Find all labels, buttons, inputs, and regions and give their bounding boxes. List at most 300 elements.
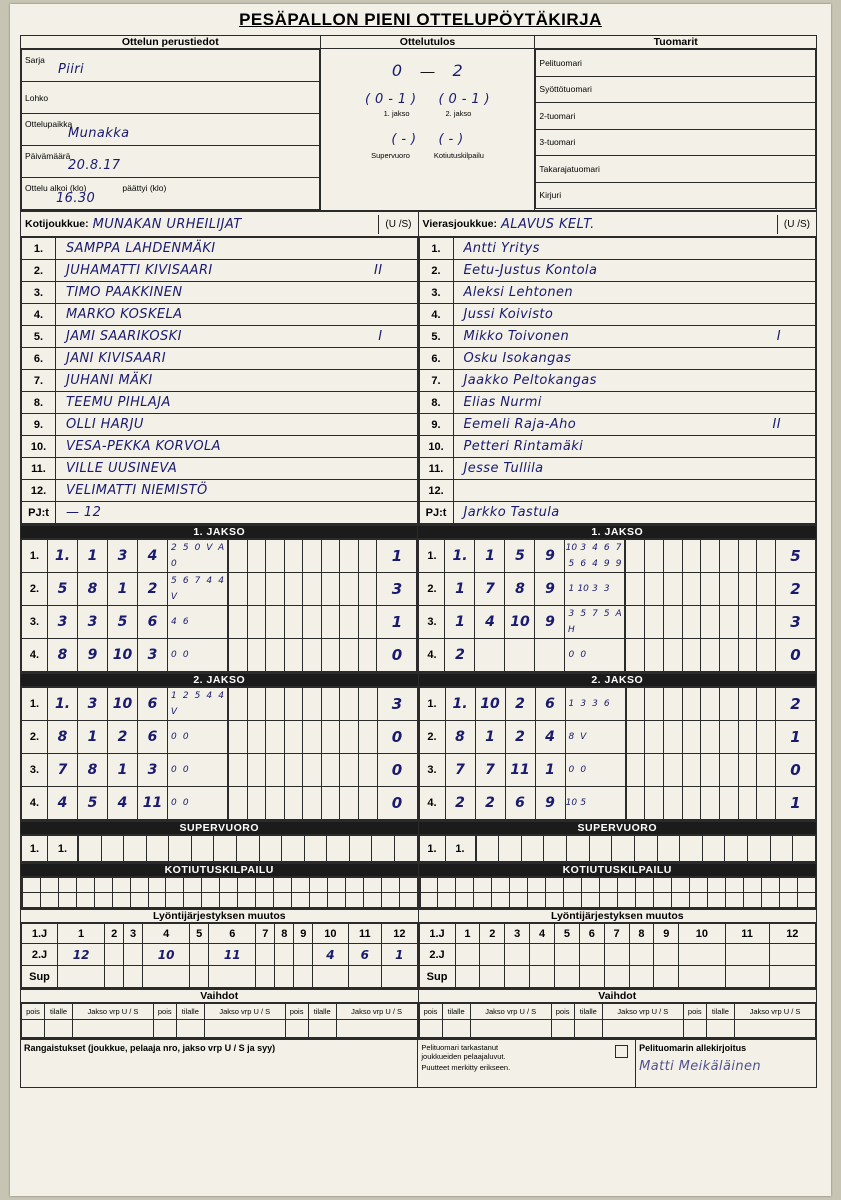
batting-order-row[interactable] xyxy=(22,944,418,966)
roster-row[interactable] xyxy=(419,436,816,458)
runner-cell-1[interactable]: 3 xyxy=(78,606,108,639)
batting-order-cell[interactable] xyxy=(190,966,209,988)
batter-number[interactable]: 7 xyxy=(445,754,475,787)
batting-order-cell[interactable]: 11 xyxy=(209,944,256,966)
player-name-cell[interactable] xyxy=(56,282,418,304)
blank-boxes[interactable] xyxy=(625,606,776,639)
scoring-row[interactable] xyxy=(419,606,816,639)
roster-row[interactable] xyxy=(419,458,816,480)
homerun-score[interactable]: ( - ) xyxy=(438,132,464,147)
batting-order-cell[interactable] xyxy=(769,966,815,988)
inning-number[interactable]: 4. xyxy=(419,787,445,820)
batting-order-cell[interactable] xyxy=(725,944,769,966)
batting-order-row[interactable] xyxy=(22,966,418,988)
runs-total[interactable]: 0 xyxy=(377,721,417,754)
player-name-cell[interactable] xyxy=(56,458,418,480)
home-team-name[interactable]: MUNAKAN URHEILIJAT xyxy=(92,216,242,232)
player-name-cell[interactable] xyxy=(453,304,816,326)
batter-number[interactable]: 1. xyxy=(48,688,78,721)
pj-value-cell[interactable] xyxy=(453,502,816,524)
roster-row[interactable] xyxy=(22,260,418,282)
roster-row[interactable] xyxy=(22,282,418,304)
super-blank-cells[interactable] xyxy=(475,836,816,862)
blank-boxes[interactable] xyxy=(228,688,378,721)
batting-order-cell[interactable] xyxy=(725,966,769,988)
super-blank-cells[interactable] xyxy=(78,836,418,862)
inning-number[interactable]: 2. xyxy=(22,721,48,754)
blank-boxes[interactable] xyxy=(228,606,377,639)
runs-total[interactable]: 0 xyxy=(377,787,417,820)
runner-cell-2[interactable]: 4 xyxy=(108,787,138,820)
extra-marks[interactable]: 0 0 xyxy=(168,639,228,672)
pj-value-cell[interactable] xyxy=(56,502,418,524)
batting-order-cell[interactable] xyxy=(679,966,725,988)
runner-cell-2[interactable]: 10 xyxy=(108,688,138,721)
inning-number[interactable]: 4. xyxy=(22,787,48,820)
runner-cell-3[interactable]: 11 xyxy=(138,787,168,820)
scoring-row[interactable] xyxy=(419,787,816,820)
roster-row[interactable] xyxy=(419,414,816,436)
runner-cell-3[interactable]: 9 xyxy=(535,606,565,639)
super-cell[interactable]: 1. xyxy=(22,836,48,862)
batter-number[interactable]: 1. xyxy=(445,688,475,721)
batter-number[interactable]: 7 xyxy=(48,754,78,787)
runner-cell-1[interactable]: 8 xyxy=(78,573,108,606)
inning-number[interactable]: 1. xyxy=(419,540,445,573)
homerun-row[interactable] xyxy=(419,878,816,893)
extra-marks[interactable]: 2 5 0 V A 0 xyxy=(168,540,228,573)
batting-order-cell[interactable] xyxy=(629,966,654,988)
subs-cell[interactable] xyxy=(602,1020,683,1038)
runs-total[interactable]: 0 xyxy=(377,754,417,787)
batting-order-cell[interactable]: 12 xyxy=(58,944,105,966)
batting-order-cell[interactable] xyxy=(604,966,629,988)
runner-cell-3[interactable]: 1 xyxy=(535,754,565,787)
runner-cell-3[interactable]: 6 xyxy=(138,606,168,639)
batter-number[interactable]: 1 xyxy=(445,606,475,639)
runner-cell-3[interactable]: 3 xyxy=(138,639,168,672)
runner-cell-1[interactable]: 7 xyxy=(475,573,505,606)
batting-order-cell[interactable] xyxy=(579,944,604,966)
homerun-cells[interactable] xyxy=(22,878,418,893)
runner-cell-1[interactable]: 4 xyxy=(475,606,505,639)
player-name-cell[interactable] xyxy=(453,326,816,348)
player-name-cell[interactable] xyxy=(453,260,816,282)
blank-boxes[interactable] xyxy=(625,540,776,573)
subs-cell[interactable] xyxy=(683,1020,706,1038)
scoring-row[interactable] xyxy=(419,754,816,787)
batting-order-cell[interactable] xyxy=(294,944,313,966)
player-name-cell[interactable] xyxy=(453,370,816,392)
inning-number[interactable]: 1. xyxy=(22,540,48,573)
batter-number[interactable]: 8 xyxy=(445,721,475,754)
batting-order-cell[interactable] xyxy=(455,966,480,988)
runner-cell-3[interactable] xyxy=(535,639,565,672)
player-name-cell[interactable] xyxy=(56,370,418,392)
batting-order-cell[interactable] xyxy=(256,966,275,988)
roster-row[interactable] xyxy=(419,480,816,502)
homerun-row[interactable] xyxy=(22,893,418,908)
runner-cell-1[interactable] xyxy=(475,639,505,672)
batting-order-cell[interactable] xyxy=(382,966,417,988)
player-name-cell[interactable] xyxy=(56,238,418,260)
batting-order-cell[interactable] xyxy=(190,944,209,966)
batter-number[interactable]: 1. xyxy=(48,540,78,573)
subs-cell[interactable] xyxy=(44,1020,72,1038)
value-paivamaara[interactable]: 20.8.17 xyxy=(68,158,121,173)
batter-number[interactable]: 4 xyxy=(48,787,78,820)
super-cell[interactable]: 1. xyxy=(419,836,445,862)
batting-order-cell[interactable] xyxy=(505,966,530,988)
inning-number[interactable]: 1. xyxy=(419,688,445,721)
inning-number[interactable]: 3. xyxy=(22,606,48,639)
runner-cell-3[interactable]: 6 xyxy=(138,721,168,754)
runner-cell-1[interactable]: 1 xyxy=(78,540,108,573)
roster-row[interactable] xyxy=(419,348,816,370)
scoring-row[interactable] xyxy=(22,688,418,721)
batting-order-cell[interactable] xyxy=(604,944,629,966)
scoring-row[interactable] xyxy=(22,606,417,639)
runs-total[interactable]: 1 xyxy=(776,721,816,754)
runs-total[interactable]: 0 xyxy=(776,639,816,672)
subs-cell[interactable] xyxy=(285,1020,308,1038)
roster-row[interactable] xyxy=(22,370,418,392)
runner-cell-3[interactable]: 9 xyxy=(535,787,565,820)
batter-number[interactable]: 1. xyxy=(445,540,475,573)
extra-marks[interactable]: 0 0 xyxy=(565,639,625,672)
blank-boxes[interactable] xyxy=(625,787,776,820)
batting-order-cell[interactable] xyxy=(143,966,190,988)
runs-total[interactable]: 2 xyxy=(776,573,816,606)
roster-row[interactable] xyxy=(22,392,418,414)
batting-order-cell[interactable] xyxy=(679,944,725,966)
runner-cell-1[interactable]: 3 xyxy=(78,688,108,721)
runner-cell-2[interactable]: 11 xyxy=(505,754,535,787)
scoring-row[interactable] xyxy=(419,639,816,672)
extra-marks[interactable]: 0 0 xyxy=(168,787,228,820)
runner-cell-3[interactable]: 9 xyxy=(535,540,565,573)
blank-boxes[interactable] xyxy=(625,754,776,787)
roster-row[interactable] xyxy=(22,480,418,502)
referee-row-3[interactable] xyxy=(536,103,816,130)
roster-row[interactable] xyxy=(22,238,418,260)
referee-row-2[interactable] xyxy=(536,76,816,103)
player-name-cell[interactable] xyxy=(453,436,816,458)
roster-row[interactable] xyxy=(22,304,418,326)
roster-row[interactable] xyxy=(22,326,418,348)
blank-boxes[interactable] xyxy=(228,787,378,820)
runner-cell-2[interactable]: 2 xyxy=(108,721,138,754)
batting-order-cell[interactable]: 4 xyxy=(313,944,348,966)
inning-number[interactable]: 2. xyxy=(419,721,445,754)
runner-cell-1[interactable]: 8 xyxy=(78,754,108,787)
runs-total[interactable]: 1 xyxy=(776,787,816,820)
away-total-score[interactable]: 2 xyxy=(452,61,464,80)
batting-order-cell[interactable] xyxy=(654,944,679,966)
batter-number[interactable]: 8 xyxy=(48,639,78,672)
homerun-cells[interactable] xyxy=(22,893,418,908)
roster-row[interactable] xyxy=(419,392,816,414)
batter-number[interactable]: 2 xyxy=(445,639,475,672)
inning-number[interactable]: 1. xyxy=(22,688,48,721)
scoring-row[interactable] xyxy=(419,540,816,573)
blank-boxes[interactable] xyxy=(625,573,776,606)
blank-boxes[interactable] xyxy=(228,573,377,606)
runner-cell-2[interactable]: 1 xyxy=(108,573,138,606)
home-us-label[interactable]: (U /S) xyxy=(378,215,417,234)
runner-cell-3[interactable]: 9 xyxy=(535,573,565,606)
roster-row[interactable] xyxy=(22,348,418,370)
value-ottelupaikka[interactable]: Munakka xyxy=(68,126,130,141)
runner-cell-3[interactable]: 4 xyxy=(535,721,565,754)
roster-row[interactable] xyxy=(22,458,418,480)
away-us-label[interactable]: (U /S) xyxy=(777,215,816,234)
blank-boxes[interactable] xyxy=(228,639,377,672)
runs-total[interactable]: 2 xyxy=(776,688,816,721)
runs-total[interactable]: 1 xyxy=(377,540,417,573)
inning-number[interactable]: 2. xyxy=(22,573,48,606)
runner-cell-2[interactable]: 8 xyxy=(505,573,535,606)
extra-marks[interactable]: 0 0 xyxy=(168,721,228,754)
roster-row[interactable] xyxy=(419,260,816,282)
subs-cell[interactable] xyxy=(153,1020,176,1038)
runner-cell-2[interactable]: 1 xyxy=(108,754,138,787)
runner-cell-2[interactable]: 5 xyxy=(505,540,535,573)
roster-row[interactable] xyxy=(22,436,418,458)
subs-value-row[interactable] xyxy=(419,1020,816,1038)
runner-cell-2[interactable]: 2 xyxy=(505,688,535,721)
batting-order-cell[interactable] xyxy=(480,966,505,988)
extra-marks[interactable]: 8 V xyxy=(565,721,625,754)
runner-cell-1[interactable]: 5 xyxy=(78,787,108,820)
subs-cell[interactable] xyxy=(735,1020,816,1038)
runner-cell-2[interactable]: 6 xyxy=(505,787,535,820)
subs-cell[interactable] xyxy=(204,1020,285,1038)
homerun-cells[interactable] xyxy=(419,878,816,893)
home-total-score[interactable]: 0 xyxy=(391,61,403,80)
batting-order-cell[interactable] xyxy=(769,944,815,966)
batter-number[interactable]: 1 xyxy=(445,573,475,606)
runner-cell-2[interactable]: 10 xyxy=(505,606,535,639)
batting-order-cell[interactable] xyxy=(654,966,679,988)
player-name-cell[interactable] xyxy=(56,480,418,502)
extra-marks[interactable]: 1 3 3 6 xyxy=(565,688,625,721)
batting-order-cell[interactable] xyxy=(58,966,105,988)
blank-boxes[interactable] xyxy=(625,639,776,672)
batter-number[interactable]: 3 xyxy=(48,606,78,639)
subs-cell[interactable] xyxy=(574,1020,602,1038)
runner-cell-1[interactable]: 1 xyxy=(78,721,108,754)
homerun-row[interactable] xyxy=(419,893,816,908)
batting-order-cell[interactable] xyxy=(209,966,256,988)
runs-total[interactable]: 0 xyxy=(377,639,417,672)
inning-number[interactable]: 3. xyxy=(419,606,445,639)
batting-order-cell[interactable] xyxy=(629,944,654,966)
blank-boxes[interactable] xyxy=(625,721,776,754)
subs-cell[interactable] xyxy=(308,1020,336,1038)
batting-order-cell[interactable]: 10 xyxy=(143,944,190,966)
period1-score[interactable]: ( 0 - 1 ) xyxy=(364,92,417,107)
subs-cell[interactable] xyxy=(551,1020,574,1038)
player-name-cell[interactable] xyxy=(56,326,418,348)
batting-order-cell[interactable] xyxy=(256,944,275,966)
runs-total[interactable]: 3 xyxy=(377,573,417,606)
runner-cell-1[interactable]: 2 xyxy=(475,787,505,820)
batting-order-cell[interactable] xyxy=(554,944,579,966)
scoring-row[interactable] xyxy=(22,721,418,754)
runner-cell-3[interactable]: 2 xyxy=(138,573,168,606)
batting-order-row[interactable] xyxy=(419,944,815,966)
subs-cell[interactable] xyxy=(442,1020,470,1038)
blank-boxes[interactable] xyxy=(228,754,378,787)
subs-cell[interactable] xyxy=(470,1020,551,1038)
batting-order-cell[interactable] xyxy=(105,944,124,966)
runner-cell-1[interactable]: 10 xyxy=(475,688,505,721)
subs-value-row[interactable] xyxy=(22,1020,418,1038)
roster-row[interactable] xyxy=(419,326,816,348)
player-name-cell[interactable] xyxy=(56,414,418,436)
player-name-cell[interactable] xyxy=(453,392,816,414)
player-name-cell[interactable] xyxy=(453,458,816,480)
player-name-cell[interactable] xyxy=(453,414,816,436)
referee-row-6[interactable] xyxy=(536,182,816,209)
signature-value[interactable]: Matti Meikäläinen xyxy=(639,1059,762,1074)
runner-cell-1[interactable]: 9 xyxy=(78,639,108,672)
blank-boxes[interactable] xyxy=(625,688,776,721)
batting-order-cell[interactable] xyxy=(275,966,294,988)
super-row[interactable] xyxy=(22,836,418,862)
player-name-cell[interactable] xyxy=(56,304,418,326)
runs-total[interactable]: 0 xyxy=(776,754,816,787)
batting-order-cell[interactable] xyxy=(275,944,294,966)
batting-order-cell[interactable] xyxy=(554,966,579,988)
verified-checkbox[interactable] xyxy=(615,1045,628,1058)
batting-order-cell[interactable] xyxy=(294,966,313,988)
inning-number[interactable]: 3. xyxy=(22,754,48,787)
scoring-row[interactable] xyxy=(22,754,418,787)
runner-cell-2[interactable]: 10 xyxy=(108,639,138,672)
batting-order-cell[interactable] xyxy=(124,944,143,966)
extra-marks[interactable]: 5 6 7 4 4 V xyxy=(168,573,228,606)
batting-order-row[interactable] xyxy=(419,966,815,988)
subs-cell[interactable] xyxy=(73,1020,154,1038)
batting-order-cell[interactable] xyxy=(530,944,555,966)
runner-cell-1[interactable]: 7 xyxy=(475,754,505,787)
extra-marks[interactable]: 10 3 4 6 7 5 6 4 9 9 xyxy=(565,540,625,573)
extra-marks[interactable]: 0 0 xyxy=(565,754,625,787)
batting-order-cell[interactable] xyxy=(480,944,505,966)
extra-marks[interactable]: 1 10 3 3 xyxy=(565,573,625,606)
roster-row[interactable] xyxy=(419,370,816,392)
roster-row[interactable] xyxy=(419,304,816,326)
runner-cell-3[interactable]: 6 xyxy=(138,688,168,721)
inning-number[interactable]: 3. xyxy=(419,754,445,787)
batter-number[interactable]: 2 xyxy=(445,787,475,820)
subs-cell[interactable] xyxy=(419,1020,442,1038)
batting-order-cell[interactable] xyxy=(579,966,604,988)
inning-number[interactable]: 2. xyxy=(419,573,445,606)
runner-cell-2[interactable]: 3 xyxy=(108,540,138,573)
subs-cell[interactable] xyxy=(176,1020,204,1038)
batting-order-cell[interactable] xyxy=(455,944,480,966)
batting-order-cell[interactable]: 6 xyxy=(348,944,382,966)
scoring-row[interactable] xyxy=(419,573,816,606)
runs-total[interactable]: 3 xyxy=(377,688,417,721)
extra-marks[interactable]: 3 5 7 5 A H xyxy=(565,606,625,639)
runner-cell-1[interactable]: 1 xyxy=(475,721,505,754)
scoring-row[interactable] xyxy=(22,540,417,573)
batting-order-cell[interactable] xyxy=(530,966,555,988)
batting-order-cell[interactable] xyxy=(124,966,143,988)
inning-number[interactable]: 4. xyxy=(419,639,445,672)
batter-number[interactable]: 8 xyxy=(48,721,78,754)
roster-row[interactable] xyxy=(22,414,418,436)
roster-row[interactable] xyxy=(419,238,816,260)
extra-marks[interactable]: 1 2 5 4 4 V xyxy=(168,688,228,721)
batting-order-cell[interactable] xyxy=(105,966,124,988)
period2-score[interactable]: ( 0 - 1 ) xyxy=(438,92,491,107)
referee-row-5[interactable] xyxy=(536,156,816,183)
subs-cell[interactable] xyxy=(22,1020,45,1038)
player-name-cell[interactable] xyxy=(453,238,816,260)
value-ottelu-alkoi[interactable]: 16.30 xyxy=(56,190,96,206)
extra-marks[interactable]: 4 6 xyxy=(168,606,228,639)
player-name-cell[interactable] xyxy=(453,282,816,304)
value-sarja[interactable]: Piiri xyxy=(58,62,85,77)
scoring-row[interactable] xyxy=(22,573,417,606)
inning-number[interactable]: 4. xyxy=(22,639,48,672)
scoring-row[interactable] xyxy=(22,787,418,820)
batting-order-cell[interactable] xyxy=(313,966,348,988)
batter-number[interactable]: 5 xyxy=(48,573,78,606)
player-name-cell[interactable] xyxy=(56,260,418,282)
runs-total[interactable]: 5 xyxy=(776,540,816,573)
extra-marks[interactable]: 0 0 xyxy=(168,754,228,787)
runner-cell-3[interactable]: 4 xyxy=(138,540,168,573)
scoring-row[interactable] xyxy=(419,721,816,754)
super-row[interactable] xyxy=(419,836,816,862)
batting-order-cell[interactable] xyxy=(505,944,530,966)
player-name-cell[interactable] xyxy=(56,436,418,458)
player-name-cell[interactable] xyxy=(56,348,418,370)
runner-cell-3[interactable]: 6 xyxy=(535,688,565,721)
player-name-cell[interactable] xyxy=(56,392,418,414)
batting-order-cell[interactable] xyxy=(348,966,382,988)
blank-boxes[interactable] xyxy=(228,721,378,754)
subs-cell[interactable] xyxy=(336,1020,417,1038)
runner-cell-2[interactable] xyxy=(505,639,535,672)
runner-cell-2[interactable]: 2 xyxy=(505,721,535,754)
extra-marks[interactable]: 10 5 xyxy=(565,787,625,820)
roster-row[interactable] xyxy=(419,282,816,304)
blank-boxes[interactable] xyxy=(228,540,377,573)
homerun-cells[interactable] xyxy=(419,893,816,908)
super-score[interactable]: ( - ) xyxy=(391,132,417,147)
scoring-row[interactable] xyxy=(22,639,417,672)
runner-cell-3[interactable]: 3 xyxy=(138,754,168,787)
super-cell[interactable]: 1. xyxy=(445,836,475,862)
referee-row-1[interactable] xyxy=(536,50,816,77)
player-name-cell[interactable] xyxy=(453,480,816,502)
homerun-row[interactable] xyxy=(22,878,418,893)
batting-order-cell[interactable]: 1 xyxy=(382,944,417,966)
scoring-row[interactable] xyxy=(419,688,816,721)
super-cell[interactable]: 1. xyxy=(48,836,78,862)
runner-cell-1[interactable]: 1 xyxy=(475,540,505,573)
subs-cell[interactable] xyxy=(706,1020,734,1038)
runs-total[interactable]: 1 xyxy=(377,606,417,639)
runner-cell-2[interactable]: 5 xyxy=(108,606,138,639)
